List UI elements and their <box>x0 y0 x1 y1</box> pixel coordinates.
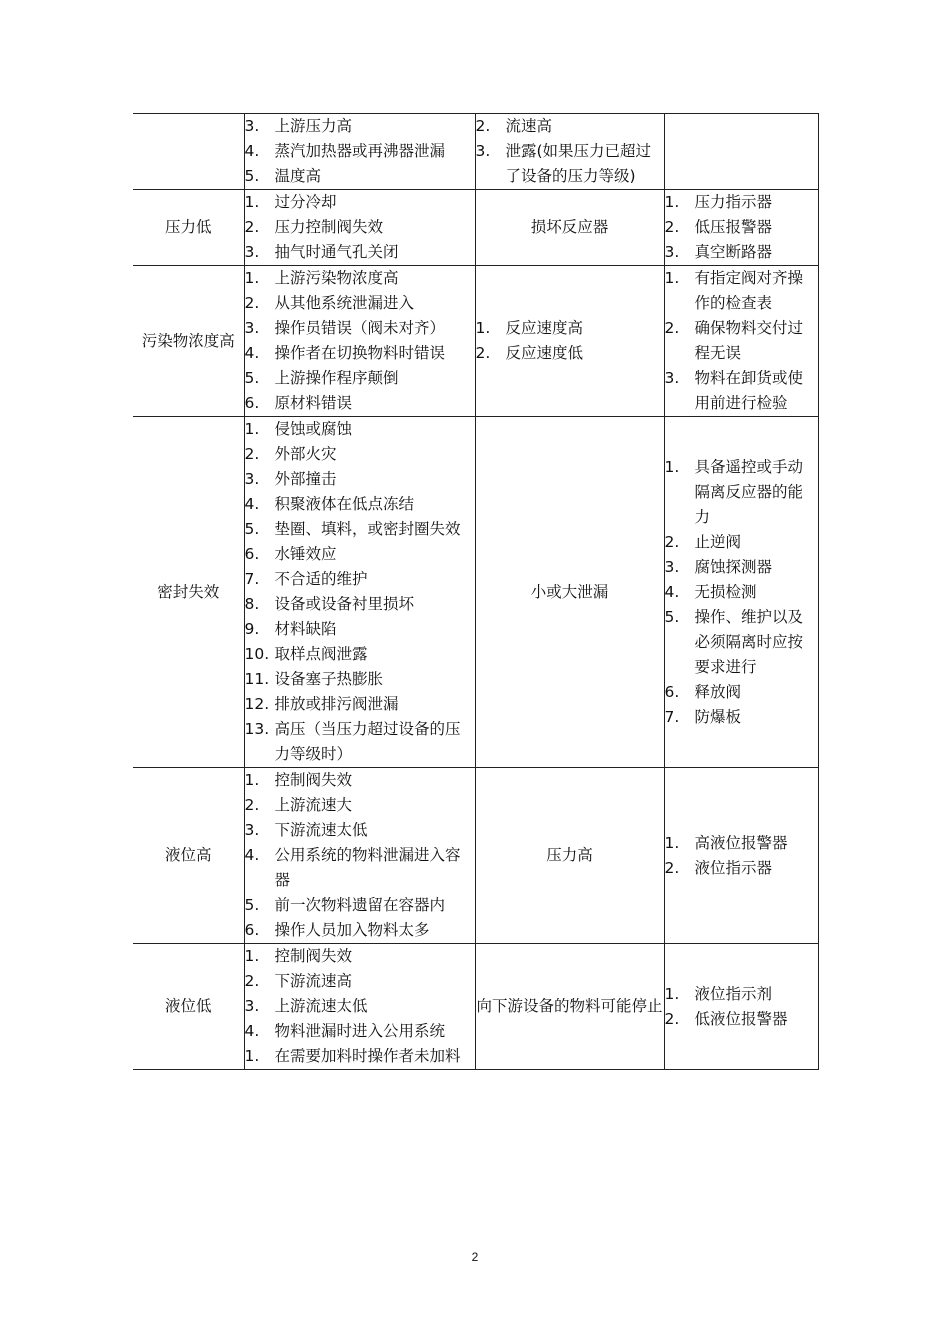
list-item-text: 公用系统的物料泄漏进入容器 <box>274 846 461 889</box>
list-item <box>665 680 818 705</box>
list-item-text: 垫圈、填料，或密封圈失效 <box>274 520 461 538</box>
list-item-text: 释放阀 <box>694 682 742 701</box>
safeguards-cell <box>664 768 818 944</box>
table-row <box>133 190 818 266</box>
list-item <box>245 617 475 642</box>
list-item <box>245 843 475 893</box>
list-item <box>245 642 475 667</box>
causes-cell <box>244 266 475 417</box>
list-item-text: 液位指示器 <box>694 858 773 877</box>
list-item <box>665 530 818 555</box>
hazop-table <box>133 113 819 1070</box>
causes-cell <box>244 768 475 944</box>
causes-cell <box>244 417 475 768</box>
deviation-cell <box>133 114 244 190</box>
list-item <box>245 818 475 843</box>
list-item-number: 7. <box>664 707 680 726</box>
list-item <box>245 266 475 291</box>
list-item-number: 2. <box>664 532 680 551</box>
list-item-number: 9. <box>244 620 260 638</box>
list-item <box>665 555 818 580</box>
list-item-text: 反应速度高 <box>505 319 584 337</box>
list-item <box>476 316 664 341</box>
table-row <box>133 266 818 417</box>
list-item <box>245 492 475 517</box>
list-item <box>245 793 475 818</box>
list-item <box>245 918 475 943</box>
list-item-text: 物料泄漏时进入公用系统 <box>274 1022 446 1040</box>
list-item <box>245 391 475 416</box>
list-item-number: 5. <box>244 520 260 538</box>
list-item-number: 2. <box>244 218 260 236</box>
consequence-cell: 压力高 <box>475 768 664 944</box>
list-item-text: 上游流速大 <box>274 796 353 814</box>
list-item <box>245 291 475 316</box>
list-item-number: 6. <box>244 545 260 563</box>
list-item-number: 13. <box>244 720 270 738</box>
list-item <box>245 592 475 617</box>
list-item-number: 5. <box>664 607 680 626</box>
list-item <box>245 1019 475 1044</box>
list-item-number: 3. <box>475 142 491 160</box>
list-item-text: 真空断路器 <box>694 243 773 261</box>
list-item-number: 4. <box>244 1022 260 1040</box>
list-item <box>665 215 818 240</box>
list-item-number: 1. <box>475 319 491 337</box>
deviation-cell: 液位高 <box>133 768 244 944</box>
list-item-text: 止逆阀 <box>694 532 742 551</box>
list-item-number: 2. <box>664 319 680 337</box>
list-item-number: 3. <box>244 319 260 337</box>
list-item-number: 8. <box>244 595 260 613</box>
list-item-text: 侵蚀或腐蚀 <box>274 420 353 438</box>
list-item <box>245 717 475 767</box>
list-item <box>476 114 664 139</box>
list-item-text: 设备或设备衬里损坏 <box>274 595 415 613</box>
list-item <box>245 667 475 692</box>
list-item-number: 1. <box>244 420 260 438</box>
list-item <box>245 341 475 366</box>
safeguards-cell <box>664 266 818 417</box>
list-item-number: 2. <box>664 858 680 877</box>
causes-cell <box>244 190 475 266</box>
list-item-number: 6. <box>244 921 260 939</box>
list-item-number: 7. <box>244 570 260 588</box>
list-item-text: 低液位报警器 <box>694 1009 788 1028</box>
list-item <box>665 856 818 881</box>
list-item-text: 操作人员加入物料太多 <box>274 921 430 939</box>
list-item-number: 2. <box>475 117 491 135</box>
hazop-table-body <box>133 114 818 1070</box>
list-item <box>245 517 475 542</box>
list-item <box>245 969 475 994</box>
list-item-text: 外部火灾 <box>274 445 337 463</box>
page-number: 2 <box>471 1250 479 1264</box>
list-item-number: 3. <box>244 997 260 1015</box>
list-item-text: 液位指示剂 <box>694 984 773 1003</box>
list-item <box>665 831 818 856</box>
list-item-text: 外部撞击 <box>274 470 337 488</box>
list-item-number: 6. <box>244 394 260 412</box>
list-item-text: 原材料错误 <box>274 394 353 412</box>
consequence-cell <box>475 114 664 190</box>
list-item-text: 控制阀失效 <box>274 771 353 789</box>
list-item-text: 压力控制阀失效 <box>274 218 384 236</box>
list-item-number: 1. <box>244 269 260 287</box>
list-item-number: 4. <box>244 846 260 864</box>
list-item-text: 高液位报警器 <box>694 833 788 852</box>
list-item-number: 2. <box>244 796 260 814</box>
list-item-number: 2. <box>244 294 260 312</box>
list-item-number: 3. <box>244 821 260 839</box>
list-item-number: 1. <box>244 1047 260 1065</box>
list-item <box>245 467 475 492</box>
list-item <box>665 580 818 605</box>
list-item <box>245 1044 475 1069</box>
list-item-number: 2. <box>244 972 260 990</box>
list-item-text: 操作者在切换物料时错误 <box>274 344 446 362</box>
list-item-text: 从其他系统泄漏进入 <box>274 294 415 312</box>
list-item <box>245 944 475 969</box>
list-item-number: 1. <box>244 947 260 965</box>
list-item-text: 蒸汽加热器或再沸器泄漏 <box>274 142 446 160</box>
deviation-cell: 密封失效 <box>133 417 244 768</box>
list-item <box>665 982 818 1007</box>
deviation-cell: 压力低 <box>133 190 244 266</box>
consequence-cell <box>475 266 664 417</box>
list-item-text: 腐蚀探测器 <box>694 557 773 576</box>
list-item-text: 操作、维护以及必须隔离时应按要求进行 <box>694 607 804 676</box>
list-item-text: 确保物料交付过程无误 <box>694 319 804 362</box>
list-item-text: 泄露(如果压力已超过了设备的压力等级) <box>505 142 652 185</box>
list-item-number: 6. <box>664 682 680 701</box>
list-item <box>245 164 475 189</box>
list-item-text: 流速高 <box>505 117 553 135</box>
list-item-text: 设备塞子热膨胀 <box>274 670 384 688</box>
list-item-text: 前一次物料遗留在容器内 <box>274 896 446 914</box>
list-item-number: 5. <box>244 896 260 914</box>
list-item <box>476 139 664 189</box>
list-item-number: 4. <box>244 344 260 362</box>
list-item-text: 下游流速太低 <box>274 821 368 839</box>
list-item <box>665 266 818 316</box>
list-item-text: 积聚液体在低点冻结 <box>274 495 415 513</box>
list-item-text: 防爆板 <box>694 707 742 726</box>
list-item-number: 3. <box>244 117 260 135</box>
consequence-cell: 小或大泄漏 <box>475 417 664 768</box>
list-item <box>245 567 475 592</box>
list-item-number: 4. <box>244 495 260 513</box>
list-item <box>665 316 818 366</box>
list-item <box>245 442 475 467</box>
list-item-number: 1. <box>664 457 680 476</box>
table-row <box>133 417 818 768</box>
list-item-text: 上游压力高 <box>274 117 353 135</box>
list-item-number: 2. <box>244 445 260 463</box>
list-item-number: 3. <box>664 557 680 576</box>
consequence-cell: 向下游设备的物料可能停止 <box>475 944 664 1070</box>
list-item-number: 3. <box>664 243 680 261</box>
list-item <box>665 455 818 530</box>
list-item-number: 5. <box>244 369 260 387</box>
list-item-text: 压力指示器 <box>694 193 773 211</box>
list-item-number: 10. <box>244 645 270 663</box>
list-item-number: 3. <box>244 470 260 488</box>
list-item-text: 有指定阀对齐操作的检查表 <box>694 269 804 312</box>
safeguards-cell <box>664 417 818 768</box>
list-item <box>665 705 818 730</box>
list-item <box>245 893 475 918</box>
list-item <box>245 139 475 164</box>
list-item <box>665 605 818 680</box>
list-item-number: 2. <box>475 344 491 362</box>
list-item-number: 3. <box>244 243 260 261</box>
list-item-number: 5. <box>244 167 260 185</box>
list-item-number: 1. <box>244 771 260 789</box>
list-item-text: 低压报警器 <box>694 218 773 236</box>
list-item-number: 2. <box>664 218 680 236</box>
list-item <box>665 366 818 416</box>
list-item-number: 12. <box>244 695 270 713</box>
list-item-text: 高压（当压力超过设备的压力等级时） <box>274 720 461 763</box>
list-item-text: 具备遥控或手动隔离反应器的能力 <box>694 457 804 526</box>
list-item-text: 操作员错误（阀未对齐） <box>274 319 446 337</box>
list-item <box>245 190 475 215</box>
list-item <box>665 240 818 265</box>
list-item-number: 1. <box>244 193 260 211</box>
list-item-text: 抽气时通气孔关闭 <box>274 243 399 261</box>
table-row <box>133 944 818 1070</box>
list-item-number: 2. <box>664 1009 680 1028</box>
list-item <box>245 417 475 442</box>
list-item-number: 11. <box>244 670 270 688</box>
list-item-number: 1. <box>664 193 680 211</box>
safeguards-cell <box>664 190 818 266</box>
list-item-text: 温度高 <box>274 167 322 185</box>
list-item-text: 在需要加料时操作者未加料 <box>274 1047 461 1065</box>
list-item-number: 1. <box>664 269 680 287</box>
list-item-text: 排放或排污阀泄漏 <box>274 695 399 713</box>
list-item <box>245 692 475 717</box>
list-item-text: 上游操作程序颠倒 <box>274 369 399 387</box>
list-item-number: 4. <box>244 142 260 160</box>
list-item <box>665 1007 818 1032</box>
deviation-cell: 液位低 <box>133 944 244 1070</box>
list-item-text: 下游流速高 <box>274 972 353 990</box>
list-item-text: 物料在卸货或使用前进行检验 <box>694 369 804 412</box>
list-item <box>245 994 475 1019</box>
list-item-text: 过分冷却 <box>274 193 337 211</box>
list-item-number: 3. <box>664 369 680 387</box>
list-item <box>245 215 475 240</box>
safeguards-cell <box>664 114 818 190</box>
list-item-text: 取样点阀泄露 <box>274 645 368 663</box>
list-item <box>245 768 475 793</box>
list-item-number: 1. <box>664 833 680 852</box>
list-item <box>476 341 664 366</box>
list-item-text: 不合适的维护 <box>274 570 368 588</box>
list-item-text: 材料缺陷 <box>274 620 337 638</box>
list-item-number: 1. <box>664 984 680 1003</box>
causes-cell <box>244 944 475 1070</box>
list-item-text: 无损检测 <box>694 582 757 601</box>
list-item-text: 上游污染物浓度高 <box>274 269 399 287</box>
table-row <box>133 114 818 190</box>
list-item-text: 控制阀失效 <box>274 947 353 965</box>
list-item <box>245 316 475 341</box>
causes-cell <box>244 114 475 190</box>
table-row <box>133 768 818 944</box>
deviation-cell: 污染物浓度高 <box>133 266 244 417</box>
list-item <box>665 190 818 215</box>
list-item <box>245 366 475 391</box>
list-item <box>245 114 475 139</box>
list-item-text: 水锤效应 <box>274 545 337 563</box>
list-item-text: 反应速度低 <box>505 344 584 362</box>
list-item <box>245 542 475 567</box>
list-item-text: 上游流速太低 <box>274 997 368 1015</box>
safeguards-cell <box>664 944 818 1070</box>
list-item <box>245 240 475 265</box>
list-item-number: 4. <box>664 582 680 601</box>
consequence-cell: 损坏反应器 <box>475 190 664 266</box>
